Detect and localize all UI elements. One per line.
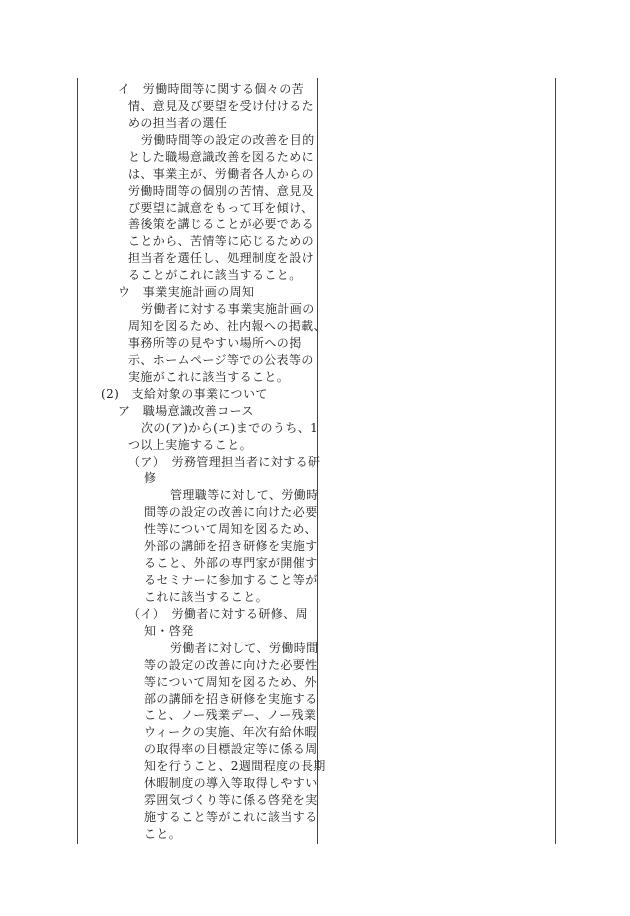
text-line: 労働時間等の個別の苦情、意見及 [128,184,315,198]
text-line: るセミナーに参加すること等が [144,573,318,587]
text-line: 実施がこれに該当すること。 [128,370,290,384]
item-a-heading: ア 職場意識改善コース [118,404,254,418]
subitem-a-heading: （ア） 労務管理担当者に対する研 [128,455,321,469]
text-line: 施すること等がこれに該当する [144,810,318,824]
text-line: 知を行うこと、2週間程度の長期 [144,759,326,773]
text-line: とした職場意識改善を図るために [128,150,315,164]
text-line: 情、意見及び要望を受け付けるた [128,99,315,113]
text-line: 間等の設定の改善に向けた必要 [144,505,318,519]
text-line: 労働者に対して、労働時間 [170,641,319,655]
text-line: 管理職等に対して、労働時 [170,488,319,502]
text-line: ウィークの実施、年次有給休暇 [144,725,317,739]
text-line: 労働時間等の設定の改善を目的 [141,133,315,147]
text-line: 事務所等の見やすい場所への掲 [128,336,302,350]
text-line: の取得率の目標設定等に係る周 [144,742,318,756]
text-line: ことから、苦情等に応じるための [128,234,315,248]
text-line: 休暇制度の導入等取得しやすい [144,776,318,790]
text-line: ること、外部の専門家が開催す [144,556,318,570]
item-u-heading: ウ 事業実施計画の周知 [118,285,255,299]
text-line: めの担当者の選任 [128,116,228,130]
text-line: 善後策を講じることが必要である [128,217,315,231]
text-line: ることがこれに該当すること。 [128,268,302,282]
text-line: つ以上実施すること。 [128,438,253,452]
text-line: こと。 [144,827,182,841]
text-line: 担当者を選任し、処理制度を設け [128,251,315,265]
subitem-i-heading: （イ） 労働者に対する研修、周 [128,607,309,621]
text-line: 部の講師を招き研修を実施する [144,692,318,706]
text-line: 労働者に対する事業実施計画の [141,302,315,316]
text-line: 修 [144,471,157,485]
text-line: は、事業主が、労働者各人からの [128,167,315,181]
text-line: 等について周知を図るため、外 [144,675,317,689]
item-i-heading: イ 労働時間等に関する個々の苦 [118,82,305,96]
text-line: 周知を図るため、社内報への掲載、 [128,319,326,333]
text-line: 次の(ア)から(エ)までのうち、1 [141,421,319,435]
text-line: 雰囲気づくり等に係る啓発を実 [144,793,318,807]
text-line: これに該当すること。 [144,590,269,604]
text-line: 外部の講師を招き研修を実施す [144,539,318,553]
section-2-heading: (2) 支給対象の事業について [101,387,268,401]
text-line: 等の設定の改善に向けた必要性 [144,658,318,672]
text-line: 知・啓発 [144,624,194,638]
text-line: び要望に誠意をもって耳を傾け、 [128,201,314,215]
text-line: こと、ノー残業デー、ノー残業 [144,708,317,722]
text-line: 示、ホームページ等での公表等の [128,353,314,367]
text-line: 性等について周知を図るため、 [144,522,317,536]
